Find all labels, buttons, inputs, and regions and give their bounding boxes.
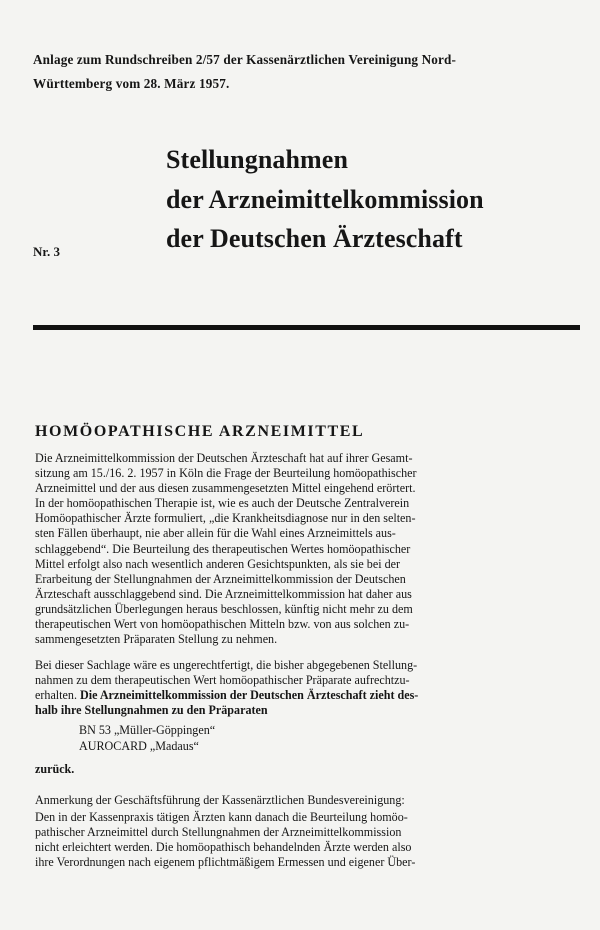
- paragraph-1: [35, 451, 581, 647]
- section-heading: HOMÖOPATHISCHE ARZNEIMITTEL: [35, 423, 365, 440]
- title-line-1: Stellungnahmen: [166, 145, 349, 174]
- paragraph-2-line: Bei dieser Sachlage wäre es ungerechtfertigt, die bisher abgegebenen Stellung-: [35, 658, 418, 672]
- note-heading: Anmerkung der Geschäftsführung der Kassenärztlichen Bundesvereinigung:: [35, 793, 405, 807]
- paragraph-2-line: halb ihre Stellungnahmen zu den Präparaten: [35, 703, 268, 718]
- title-line-2: der Arzneimittelkommission: [166, 184, 484, 214]
- paragraph-3-line: nicht erleichtert werden. Die homöopathisch behandelnden Ärzte werden also: [35, 840, 412, 855]
- horizontal-rule: [33, 325, 580, 330]
- paragraph-1-line: schlaggebend“. Die Beurteilung des therapeutischen Wertes homöopathischer: [35, 541, 411, 556]
- paragraph-1-line: Ärzteschaft ausschlaggebend sind. Die Arzneimittelkommission hat daher aus: [35, 586, 412, 601]
- withdrawn-label: zurück.: [35, 762, 75, 776]
- paragraph-1-line: sitzung am 15./16. 2. 1957 in Köln die Frage der Beurteilung homöopathischer: [35, 466, 417, 481]
- paragraph-3-line: Den in der Kassenpraxis tätigen Ärzten kann danach die Beurteilung homöo-: [35, 810, 408, 824]
- paragraph-2-line-mixed: [35, 688, 581, 703]
- paragraph-1-line: Die Arzneimittelkommission der Deutschen Ärzteschaft hat auf ihrer Gesamt-: [35, 451, 413, 465]
- medication-item: BN 53 „Müller-Göppingen“: [79, 723, 216, 737]
- paragraph-1-line: Homöopathischer Ärzte formuliert, „die Krankheitsdiagnose nur in den selten-: [35, 511, 416, 526]
- medication-item: AUROCARD „Madaus“: [79, 739, 199, 753]
- paragraph-1-line: therapeutischen Wert von homöopathischen Mitteln bzw. von aus solchen zu-: [35, 617, 410, 632]
- paragraph-1-line: Erarbeitung der Stellungnahmen der Arzneimittelkommission der Deutschen: [35, 571, 406, 586]
- title-line-3: der Deutschen Ärzteschaft: [166, 224, 463, 253]
- paragraph-1-line: grundsätzlichen Überlegungen heraus beschlossen, künftig nicht mehr zu dem: [35, 601, 413, 616]
- paragraph-1-line: Arzneimittel und der aus diesen zusammengesetzten Mittel eingehend erörtert.: [35, 481, 416, 496]
- issue-number: Nr. 3: [33, 244, 60, 259]
- paragraph-1-line: In der homöopathischen Therapie ist, wie es auch der Deutsche Zentralverein: [35, 496, 410, 511]
- paragraph-2: [35, 658, 581, 718]
- annex-line-2: Württemberg vom 28. März 1957.: [33, 76, 230, 91]
- paragraph-2-line-3-normal: erhalten.: [35, 688, 80, 703]
- document-title: [166, 140, 484, 259]
- paragraph-1-line: Mittel erfolgt also nach wesentlich anderen Gesichtspunkten, als sie bei der: [35, 556, 401, 571]
- annex-note: [33, 48, 581, 96]
- paragraph-2-line: nahmen zu dem therapeutischen Wert homöopathischer Präparate aufrechtzu-: [35, 673, 410, 688]
- paragraph-3-line: ihre Verordnungen nach eigenem pflichtmäßigem Ermessen und eigener Über-: [35, 855, 416, 870]
- paragraph-3-line: pathischer Arzneimittel durch Stellungnahmen der Arzneimittelkommission: [35, 825, 402, 840]
- paragraph-2-line-3-bold: Die Arzneimittelkommission der Deutschen Ärzteschaft zieht des-: [80, 688, 419, 703]
- paragraph-1-line: sammengesetzten Präparaten Stellung zu nehmen.: [35, 632, 278, 647]
- annex-line-1: Anlage zum Rundschreiben 2/57 der Kassenärztlichen Vereinigung Nord-: [33, 52, 457, 67]
- paragraph-3: [35, 810, 581, 870]
- paragraph-1-line: sten Fällen überhaupt, nie aber allein für die Wahl eines Arzneimittels aus-: [35, 526, 396, 541]
